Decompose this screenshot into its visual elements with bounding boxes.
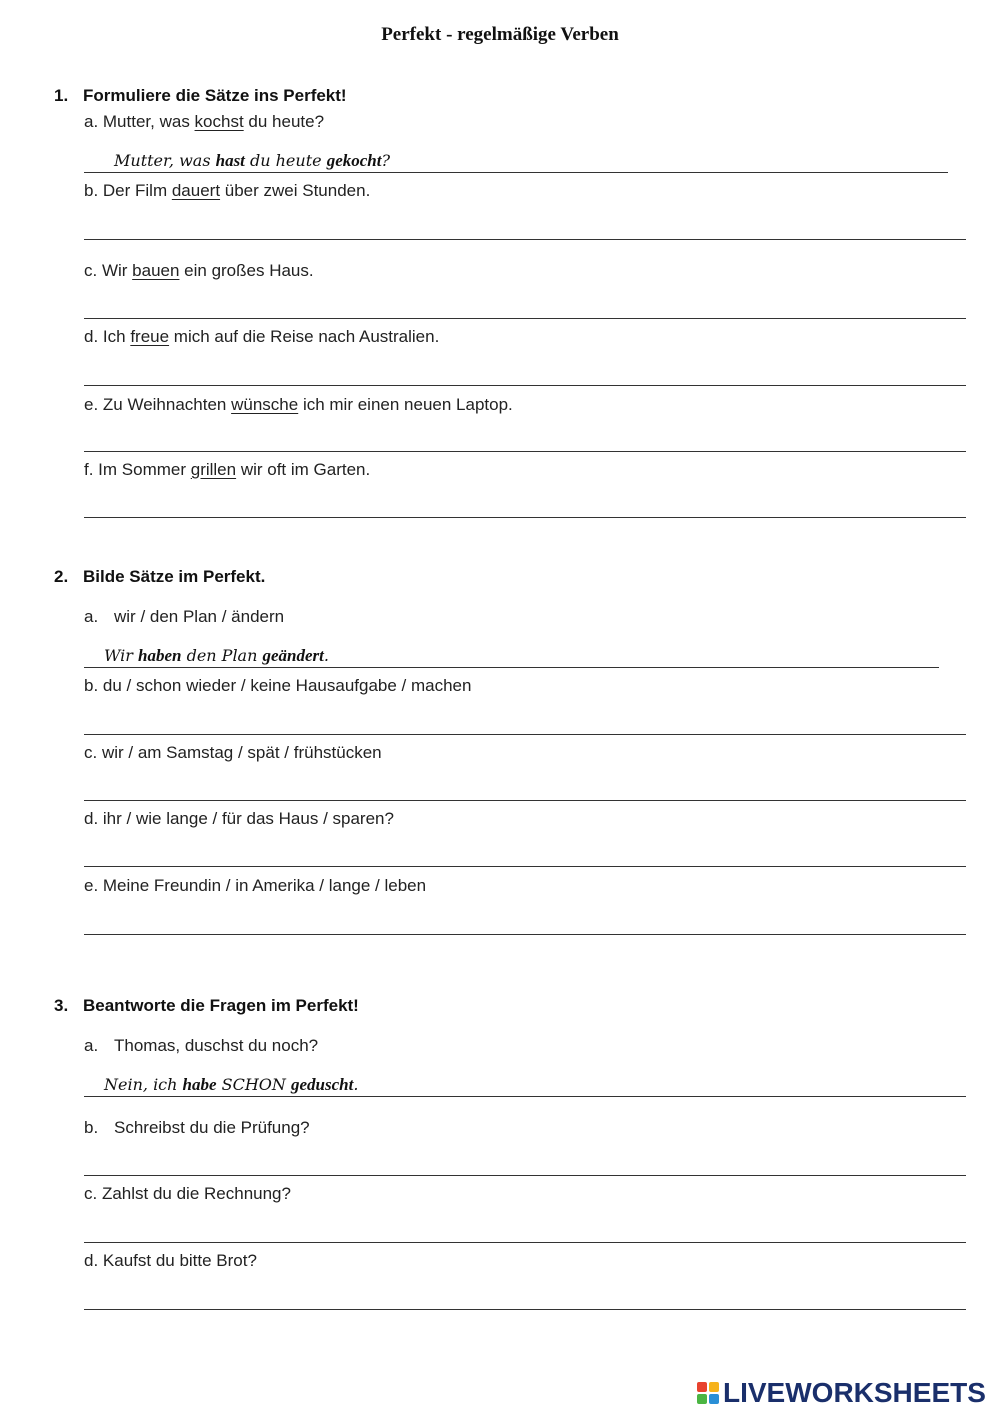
section-3-title: Beantworte die Fragen im Perfekt!	[83, 996, 359, 1015]
question-2b: b. du / schon wieder / keine Hausaufgabe / machen	[84, 676, 472, 695]
answer-1a[interactable]: Mutter, was hast du heute gekocht?	[84, 148, 948, 173]
question-3c: c. Zahlst du die Rechnung?	[84, 1184, 291, 1203]
answer-line-2b[interactable]	[84, 734, 966, 735]
underlined-verb: bauen	[132, 261, 180, 280]
answer-line-3b[interactable]	[84, 1175, 966, 1176]
question-3d: d. Kaufst du bitte Brot?	[84, 1251, 257, 1270]
section-2-title: Bilde Sätze im Perfekt.	[83, 567, 266, 586]
answer-line-1c[interactable]	[84, 318, 966, 319]
page-title: Perfekt - regelmäßige Verben	[381, 24, 619, 45]
question-1f: f. Im Sommer grillen wir oft im Garten.	[84, 460, 371, 479]
underlined-verb: freue	[130, 327, 170, 346]
underlined-verb: wünsche	[231, 395, 299, 414]
logo-square-red	[697, 1382, 707, 1392]
question-3b: b. Schreibst du die Prüfung?	[84, 1118, 310, 1137]
question-2d: d. ihr / wie lange / für das Haus / sparen?	[84, 809, 394, 828]
answer-3a[interactable]: Nein, ich habe SCHON geduscht.	[84, 1072, 966, 1097]
question-1c: c. Wir bauen ein großes Haus.	[84, 261, 314, 280]
section-3-heading	[54, 996, 359, 1016]
logo-square-yellow	[709, 1382, 719, 1392]
question-3a: a. Thomas, duschst du noch?	[84, 1036, 319, 1055]
answer-line-2e[interactable]	[84, 934, 966, 935]
answer-2a[interactable]: Wir haben den Plan geändert.	[84, 643, 939, 668]
question-1e: e. Zu Weihnachten wünsche ich mir einen neuen Laptop.	[84, 395, 513, 414]
answer-line-1b[interactable]	[84, 239, 966, 240]
logo-grid-icon	[697, 1382, 719, 1404]
underlined-verb: grillen	[190, 460, 237, 479]
logo-square-blue	[709, 1394, 719, 1404]
section-1-title: Formuliere die Sätze ins Perfekt!	[83, 86, 347, 105]
logo-text: LIVEWORKSHEETS	[723, 1377, 986, 1408]
question-2e: e. Meine Freundin / in Amerika / lange / leben	[84, 876, 427, 895]
logo-square-green	[697, 1394, 707, 1404]
section-2-heading	[54, 567, 265, 587]
question-2c: c. wir / am Samstag / spät / frühstücken	[84, 743, 382, 762]
section-1-heading	[54, 86, 347, 106]
answer-line-2d[interactable]	[84, 866, 966, 867]
answer-line-2c[interactable]	[84, 800, 966, 801]
answer-line-1e[interactable]	[84, 451, 966, 452]
question-2a: a. wir / den Plan / ändern	[84, 607, 285, 626]
question-1a: a. Mutter, was kochst du heute?	[84, 112, 325, 131]
section-3-number: 3.	[54, 996, 69, 1015]
question-1d: d. Ich freue mich auf die Reise nach Australien.	[84, 327, 440, 346]
underlined-verb: kochst	[194, 112, 244, 131]
liveworksheets-logo[interactable]	[697, 1378, 986, 1408]
answer-line-1f[interactable]	[84, 517, 966, 518]
section-2-number: 2.	[54, 567, 69, 586]
answer-line-1d[interactable]	[84, 385, 966, 386]
question-1b: b. Der Film dauert über zwei Stunden.	[84, 181, 371, 200]
answer-line-3d[interactable]	[84, 1309, 966, 1310]
underlined-verb: dauert	[171, 181, 221, 200]
answer-line-3c[interactable]	[84, 1242, 966, 1243]
section-1-number: 1.	[54, 86, 69, 105]
